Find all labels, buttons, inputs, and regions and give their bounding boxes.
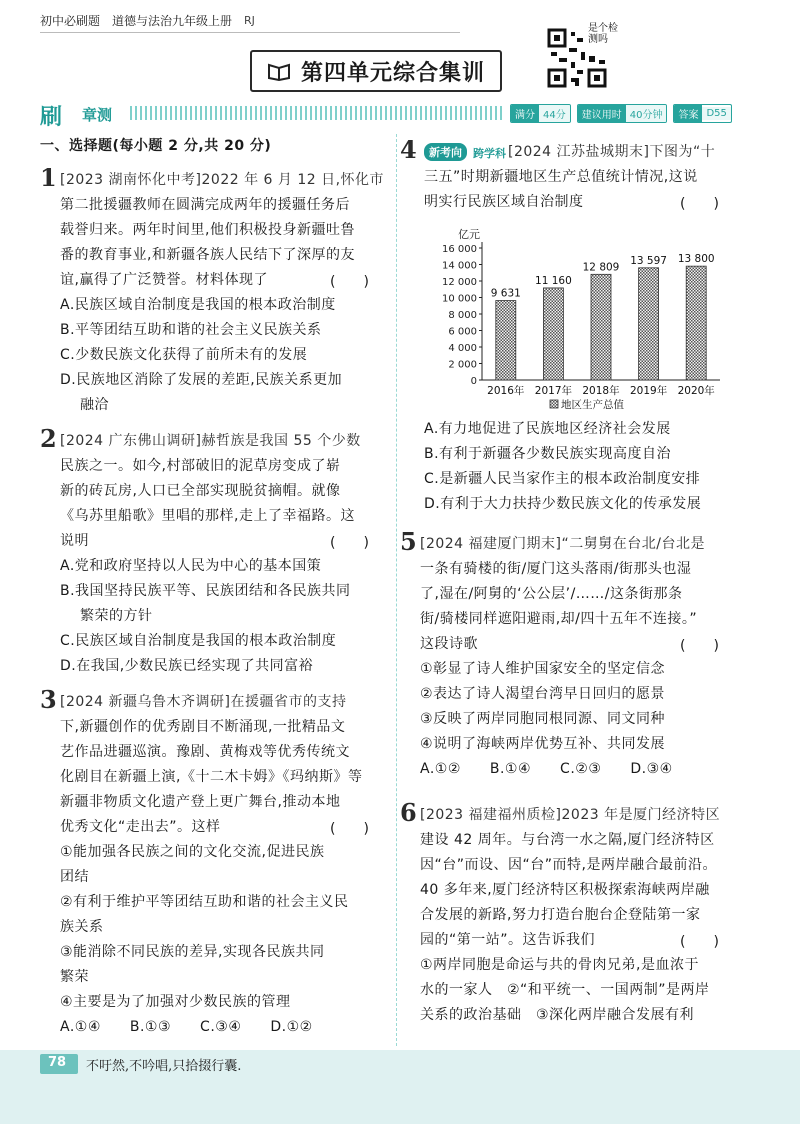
time-value: 40分钟: [626, 105, 667, 122]
bar-value-label: 12 809: [582, 261, 620, 274]
q1-option-d[interactable]: D.民族地区消除了发展的差距,民族关系更加: [60, 372, 343, 388]
bar-value-label: 11 160: [535, 274, 572, 287]
q5-line: 这段诗歌: [420, 636, 478, 652]
section-name: 章测: [82, 106, 113, 124]
bar-value-label: 13 597: [630, 254, 667, 267]
section-title: 一、选择题(每小题 2 分,共 20 分): [40, 138, 272, 154]
gdp-bar-chart: [430, 224, 730, 414]
q2-line: 民族之一。如今,村部破旧的泥草房变成了崭: [60, 458, 341, 474]
bar: [496, 301, 516, 380]
y-tick-label: 6 000: [448, 326, 477, 338]
q2-option-c[interactable]: C.民族区域自治制度是我国的根本政治制度: [60, 633, 337, 649]
q4-option-b[interactable]: B.有利于新疆各少数民族实现高度自治: [424, 446, 672, 462]
q2-option-b[interactable]: B.我国坚持民族平等、民族团结和各民族共同: [60, 583, 351, 599]
question-number: 1: [40, 163, 57, 192]
q6-line: 40 多年来,厦门经济特区积极探索海峡两岸融: [420, 882, 710, 898]
q3-statement: ①能加强各民族之间的文化交流,促进民族: [60, 844, 325, 860]
decorative-stripes: [130, 106, 505, 120]
q6-line: [2023 福建福州质检]2023 年是厦门经济特区: [420, 807, 721, 823]
q3-line: 优秀文化“走出去”。这样: [60, 819, 221, 835]
q3-statement-cont: 族关系: [60, 919, 104, 935]
q1-line: 谊,赢得了广泛赞誉。材料体现了: [60, 272, 268, 288]
q6-statement: 关系的政治基础 ③深化两岸融合发展有利: [420, 1007, 695, 1023]
q5-line: 了,湿在/阿舅的‘公公层’/……/这条街那条: [420, 586, 683, 602]
q2-line: 说明: [60, 533, 89, 549]
answer-page: D55: [702, 107, 730, 120]
q3-line: 下,新疆创作的优秀剧目不断涌现,一批精品文: [60, 719, 346, 735]
bar-value-label: 13 800: [677, 253, 715, 266]
q1-line: 载誉归来。两年时间里,他们积极投身新疆吐鲁: [60, 222, 355, 238]
answer-blank[interactable]: ( ): [680, 638, 719, 654]
bar-value-label: 9 631: [490, 287, 521, 300]
column-divider: [396, 134, 397, 1046]
full-score-badge: [510, 104, 571, 123]
page-number: 78: [48, 1055, 67, 1070]
q5-statement: ④说明了海峡两岸优势互补、共同发展: [420, 736, 666, 752]
q3-options[interactable]: A.①④ B.①③ C.③④ D.①②: [60, 1019, 313, 1035]
y-tick-label: 12 000: [442, 277, 477, 288]
answer-blank[interactable]: ( ): [680, 934, 719, 950]
bar: [591, 274, 611, 380]
q1-line: 第二批援疆教师在圆满完成两年的援疆任务后: [60, 197, 350, 213]
q4-option-a[interactable]: A.有力地促进了民族地区经济社会发展: [424, 421, 671, 437]
y-tick-label: 10 000: [442, 293, 477, 305]
q6-line: 合发展的新路,努力打造台胞台企登陆第一家: [420, 907, 701, 923]
question-number: 4: [400, 135, 417, 164]
q5-options[interactable]: A.①② B.①④ C.②③ D.③④: [420, 761, 673, 777]
q3-line: 化剧目在新疆上演,《十二木卡姆》《玛纳斯》等: [60, 769, 363, 785]
q3-line: 艺作品进疆巡演。豫剧、黄梅戏等优秀传统文: [60, 744, 350, 760]
x-tick-label: 2017年: [534, 385, 573, 397]
y-tick-label: 0: [470, 376, 477, 387]
q2-option-d[interactable]: D.在我国,少数民族已经实现了共同富裕: [60, 658, 314, 674]
q3-statement-cont: 团结: [60, 869, 89, 885]
q6-statement: ①两岸同胞是命运与共的骨肉兄弟,是血浓于: [420, 957, 699, 973]
q5-statement: ①彰显了诗人维护国家安全的坚定信念: [420, 661, 666, 677]
q1-option-c[interactable]: C.少数民族文化获得了前所未有的发展: [60, 347, 308, 363]
unit-title-box: [250, 50, 502, 92]
header-bar: [40, 12, 255, 29]
legend-label: 地区生产总值: [561, 399, 624, 411]
q4-line: 明实行民族区域自治制度: [424, 194, 584, 210]
answer-blank[interactable]: ( ): [330, 821, 369, 837]
q1-line: [2023 湖南怀化中考]2022 年 6 月 12 日,怀化市: [60, 172, 385, 188]
unit-title: 第四单元综合集训: [300, 59, 485, 86]
q3-line: 新疆非物质文化遗产登上更广舞台,推动本地: [60, 794, 341, 810]
y-tick-label: 4 000: [448, 343, 477, 354]
full-score-value: 44分: [539, 105, 570, 122]
header-divider: [40, 32, 460, 33]
q6-statement: 水的一家人 ②“和平统一、一国两制”是两岸: [420, 982, 710, 998]
q5-statement: ②表达了诗人渴望台湾早日回归的愿景: [420, 686, 666, 702]
q1-option-a[interactable]: A.民族区域自治制度是我国的根本政治制度: [60, 297, 336, 313]
q5-line: 街/骑楼同样遮阳避雨,却/四十五年不连接。”: [420, 611, 698, 627]
q5-statement: ③反映了两岸同胞同根同源、同文同种: [420, 711, 666, 727]
q2-option-a[interactable]: A.党和政府坚持以人民为中心的基本国策: [60, 558, 322, 574]
q3-statement: ②有利于维护平等团结互助和谐的社会主义民: [60, 894, 349, 910]
q1-option-b[interactable]: B.平等团结互助和谐的社会主义民族关系: [60, 322, 322, 338]
x-tick-label: 2020年: [677, 385, 715, 397]
q4-line: [2024 江苏盐城期末]下图为“十: [508, 144, 716, 160]
new-trend-tag: 新考向: [424, 143, 467, 161]
q5-line: [2024 福建厦门期末]“二舅舅在台北/台北是: [420, 536, 705, 552]
q3-statement: ③能消除不同民族的差异,实现各民族共同: [60, 944, 325, 960]
y-axis-label: 亿元: [458, 228, 480, 241]
qr-label: 是个检测吗: [588, 23, 618, 45]
y-tick-label: 16 000: [442, 244, 477, 255]
q2-line: 《乌苏里船歌》里唱的那样,走上了幸福路。这: [60, 508, 355, 524]
q3-statement-cont: 繁荣: [60, 969, 89, 985]
bar: [543, 288, 563, 380]
section-mark: 刷: [40, 104, 63, 130]
footer-motto: 不吁然,不吟唱,只拾掇行囊.: [86, 1059, 242, 1074]
y-tick-label: 2 000: [448, 359, 477, 371]
q4-line: 三五”时期新疆地区生产总值统计情况,这说: [424, 169, 698, 185]
time-key: 建议用时: [578, 105, 626, 122]
full-score-key: 满分: [511, 105, 539, 122]
cross-subject-tag: 跨学科: [473, 147, 506, 160]
q4-option-c[interactable]: C.是新疆人民当家作主的根本政治制度安排: [424, 471, 701, 487]
edition-label: RJ: [244, 14, 255, 27]
legend-swatch: [550, 400, 558, 408]
bar: [686, 266, 706, 380]
question-number: 3: [40, 685, 57, 714]
bar: [639, 268, 659, 380]
question-number: 6: [400, 798, 417, 827]
answer-key: 答案: [674, 105, 702, 122]
answer-badge[interactable]: [673, 104, 731, 123]
book-icon: [267, 61, 291, 81]
y-tick-label: 8 000: [448, 310, 477, 321]
q1-option-d-cont: 融洽: [80, 397, 109, 413]
answer-blank[interactable]: ( ): [680, 196, 719, 212]
y-tick-label: 14 000: [442, 260, 477, 272]
q3-statement: ④主要是为了加强对少数民族的管理: [60, 994, 291, 1010]
question-number: 5: [400, 527, 417, 556]
q2-line: [2024 广东佛山调研]赫哲族是我国 55 个少数: [60, 433, 361, 449]
q3-line: [2024 新疆乌鲁木齐调研]在援疆省市的支持: [60, 694, 347, 710]
x-tick-label: 2016年: [487, 385, 525, 397]
answer-blank[interactable]: ( ): [330, 535, 369, 551]
answer-blank[interactable]: ( ): [330, 274, 369, 290]
q1-line: 番的教育事业,和新疆各族人民结下了深厚的友: [60, 247, 355, 263]
question-number: 2: [40, 424, 57, 453]
q5-line: 一条有骑楼的街/厦门这头落雨/街那头也湿: [420, 561, 692, 577]
series-name: 初中必刷题: [40, 14, 101, 28]
time-badge: [577, 104, 668, 123]
book-name: 道德与法治九年级上册: [112, 14, 233, 28]
x-tick-label: 2019年: [629, 385, 668, 397]
q2-option-b-cont: 繁荣的方针: [80, 608, 153, 624]
score-badges: [510, 104, 732, 123]
q2-line: 新的砖瓦房,人口已全部实现脱贫摘帽。就像: [60, 483, 341, 499]
x-tick-label: 2018年: [582, 385, 620, 397]
q6-line: 因“台”而设、因“台”而特,是两岸融合最前沿。: [420, 857, 717, 873]
q4-option-d[interactable]: D.有利于大力扶持少数民族文化的传承发展: [424, 496, 702, 512]
q6-line: 园的“第一站”。这告诉我们: [420, 932, 596, 948]
q6-line: 建设 42 周年。与台湾一水之隔,厦门经济特区: [420, 832, 715, 848]
